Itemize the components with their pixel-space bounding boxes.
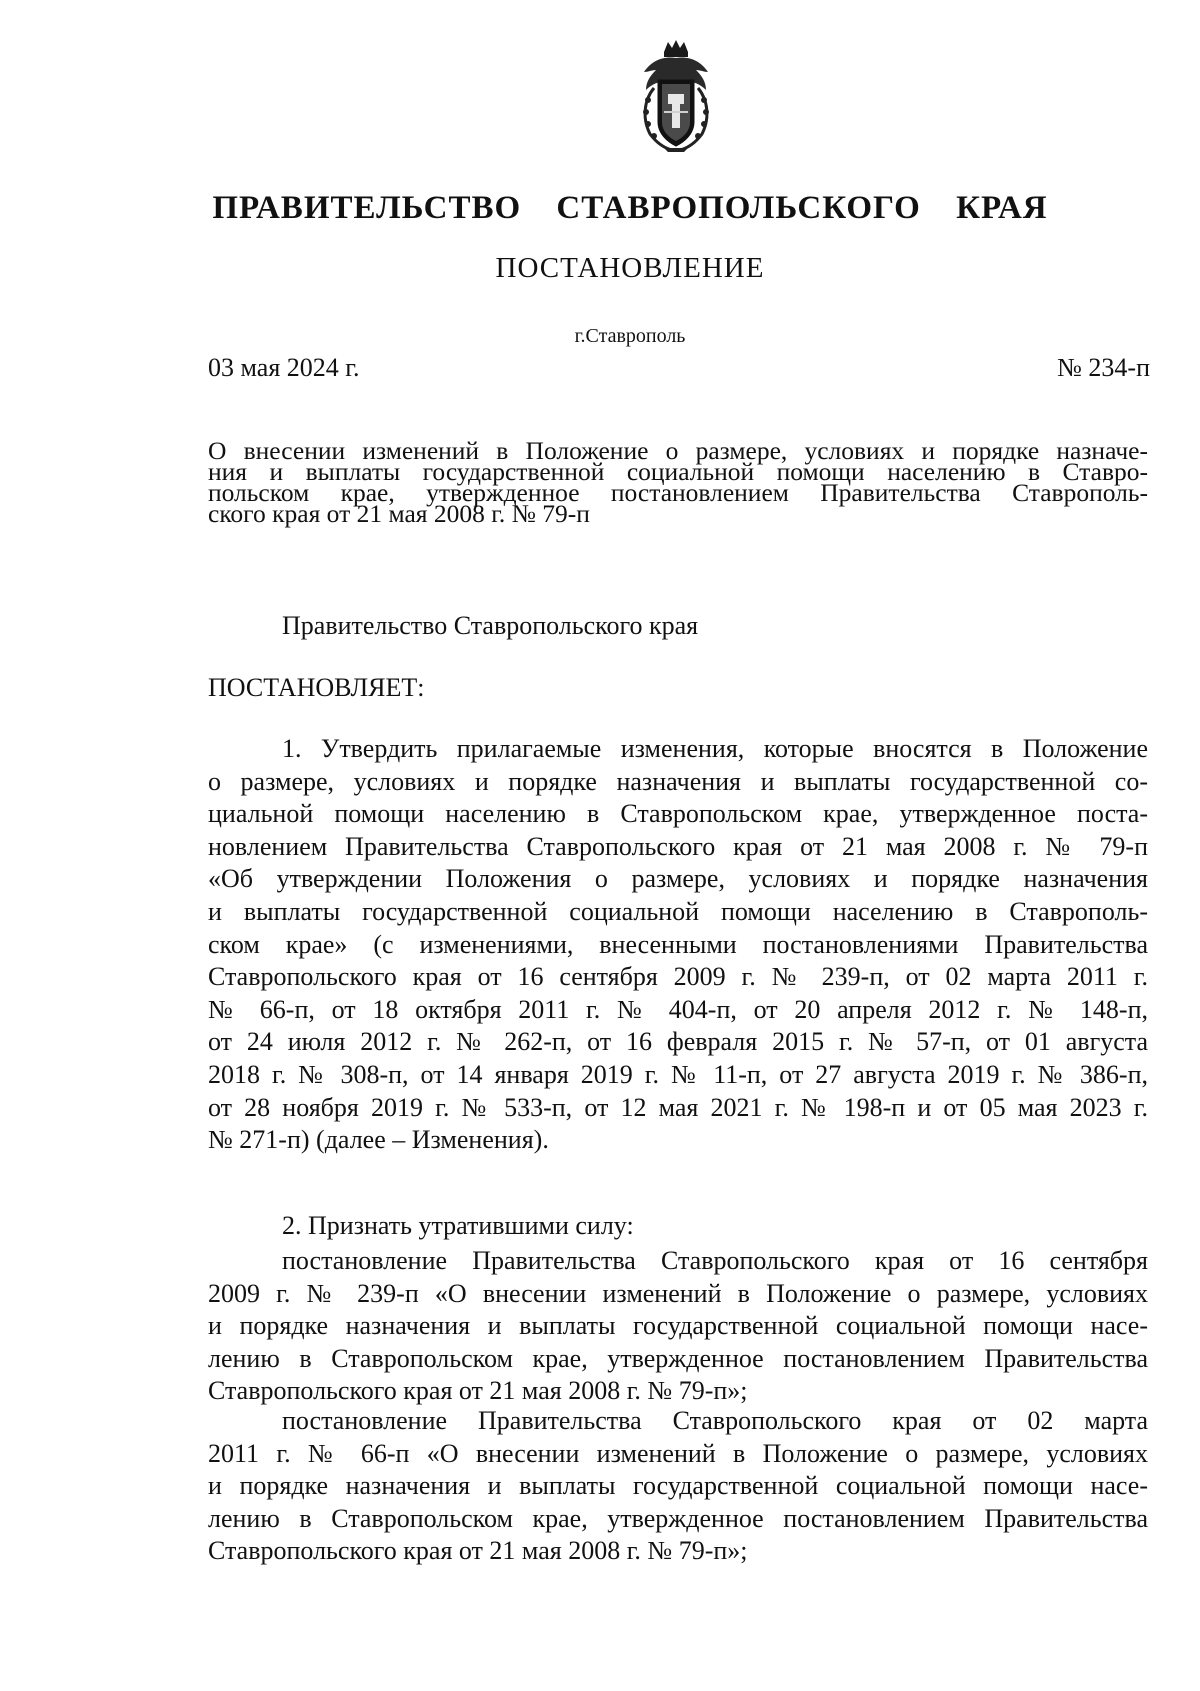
document-subject xyxy=(208,436,1148,528)
document-number: № 234-п xyxy=(1057,353,1150,382)
paragraph-line: новлением Правительства Ставропольского края от 21 мая 2008 г. № 79-п xyxy=(208,831,1148,861)
paragraph-2-item-b xyxy=(208,1405,1148,1568)
paragraph-line: ском крае» (с изменениями, внесенными постановлениями Правительства xyxy=(208,929,1148,959)
paragraph-line: циальной помощи населению в Ставропольском крае, утвержденное поста- xyxy=(208,799,1148,829)
resolves-heading: ПОСТАНОВЛЯЕТ: xyxy=(208,673,425,702)
paragraph-2-heading xyxy=(208,1210,1148,1243)
subject-line: О внесении изменений в Положение о размере, условиях и порядке назначе- xyxy=(208,436,1148,465)
paragraph-line: Ставропольского края от 21 мая 2008 г. № 79-п»; xyxy=(208,1376,748,1406)
paragraph-line: 2009 г. № 239-п «О внесении изменений в Положение о размере, условиях xyxy=(208,1278,1148,1308)
paragraph-line: и выплаты государственной социальной помощи населению в Ставрополь- xyxy=(208,896,1148,926)
subject-line: польском крае, утвержденное постановлением Правительства Ставрополь- xyxy=(208,478,1148,507)
document-type: ПОСТАНОВЛЕНИЕ xyxy=(495,252,765,284)
paragraph-line: и порядке назначения и выплаты государственной социальной помощи насе- xyxy=(208,1471,1148,1501)
document-date: 03 мая 2024 г. xyxy=(208,353,360,382)
paragraph-2-item-a xyxy=(208,1245,1148,1408)
paragraph-line: постановление Правительства Ставропольского края от 02 марта xyxy=(282,1406,1148,1435)
paragraph-line: постановление Правительства Ставропольского края от 16 сентября xyxy=(282,1246,1148,1275)
issuer-line: Правительство Ставропольского края xyxy=(282,611,699,640)
subject-line: ния и выплаты государственной социальной помощи населению в Ставро- xyxy=(208,457,1148,486)
paragraph-line: 2011 г. № 66-п «О внесении изменений в Положение о размере, условиях xyxy=(208,1438,1148,1468)
paragraph-line: от 28 ноября 2019 г. № 533-п, от 12 мая 2021 г. № 198-п и от 05 мая 2023 г. xyxy=(208,1092,1148,1122)
paragraph-line: 2018 г. № 308-п, от 14 января 2019 г. № 11-п, от 27 августа 2019 г. № 386-п, xyxy=(208,1059,1148,1089)
paragraph-line: лению в Ставропольском крае, утвержденное постановлением Правительства xyxy=(208,1503,1148,1533)
paragraph-line: Ставропольского края от 21 мая 2008 г. № 79-п»; xyxy=(208,1536,748,1566)
paragraph-line: лению в Ставропольском крае, утвержденное постановлением Правительства xyxy=(208,1343,1148,1373)
paragraph-line: и порядке назначения и выплаты государственной социальной помощи насе- xyxy=(208,1311,1148,1341)
paragraph-line: № 66-п, от 18 октября 2011 г. № 404-п, от 20 апреля 2012 г. № 148-п, xyxy=(208,994,1148,1024)
paragraph-line: от 24 июля 2012 г. № 262-п, от 16 февраля 2015 г. № 57-п, от 01 августа xyxy=(208,1027,1148,1057)
coat-of-arms-icon xyxy=(634,38,718,154)
government-title: ПРАВИТЕЛЬСТВО СТАВРОПОЛЬСКОГО КРАЯ xyxy=(212,190,1048,226)
paragraph-line: «Об утверждении Положения о размере, условиях и порядке назначения xyxy=(208,864,1148,894)
city: г.Ставрополь xyxy=(574,325,686,347)
subject-line: ского края от 21 мая 2008 г. № 79-п xyxy=(208,499,590,528)
paragraph-line: Ставропольского края от 16 сентября 2009 г. № 239-п, от 02 марта 2011 г. xyxy=(208,962,1148,992)
paragraph-line: о размере, условиях и порядке назначения и выплаты государственной со- xyxy=(208,766,1148,796)
paragraph-line: 1. Утвердить прилагаемые изменения, которые вносятся в Положение xyxy=(282,734,1148,763)
paragraph-line: 2. Признать утратившими силу: xyxy=(282,1211,634,1240)
paragraph-1 xyxy=(208,733,1148,1157)
paragraph-line: № 271-п) (далее – Изменения). xyxy=(208,1125,549,1155)
